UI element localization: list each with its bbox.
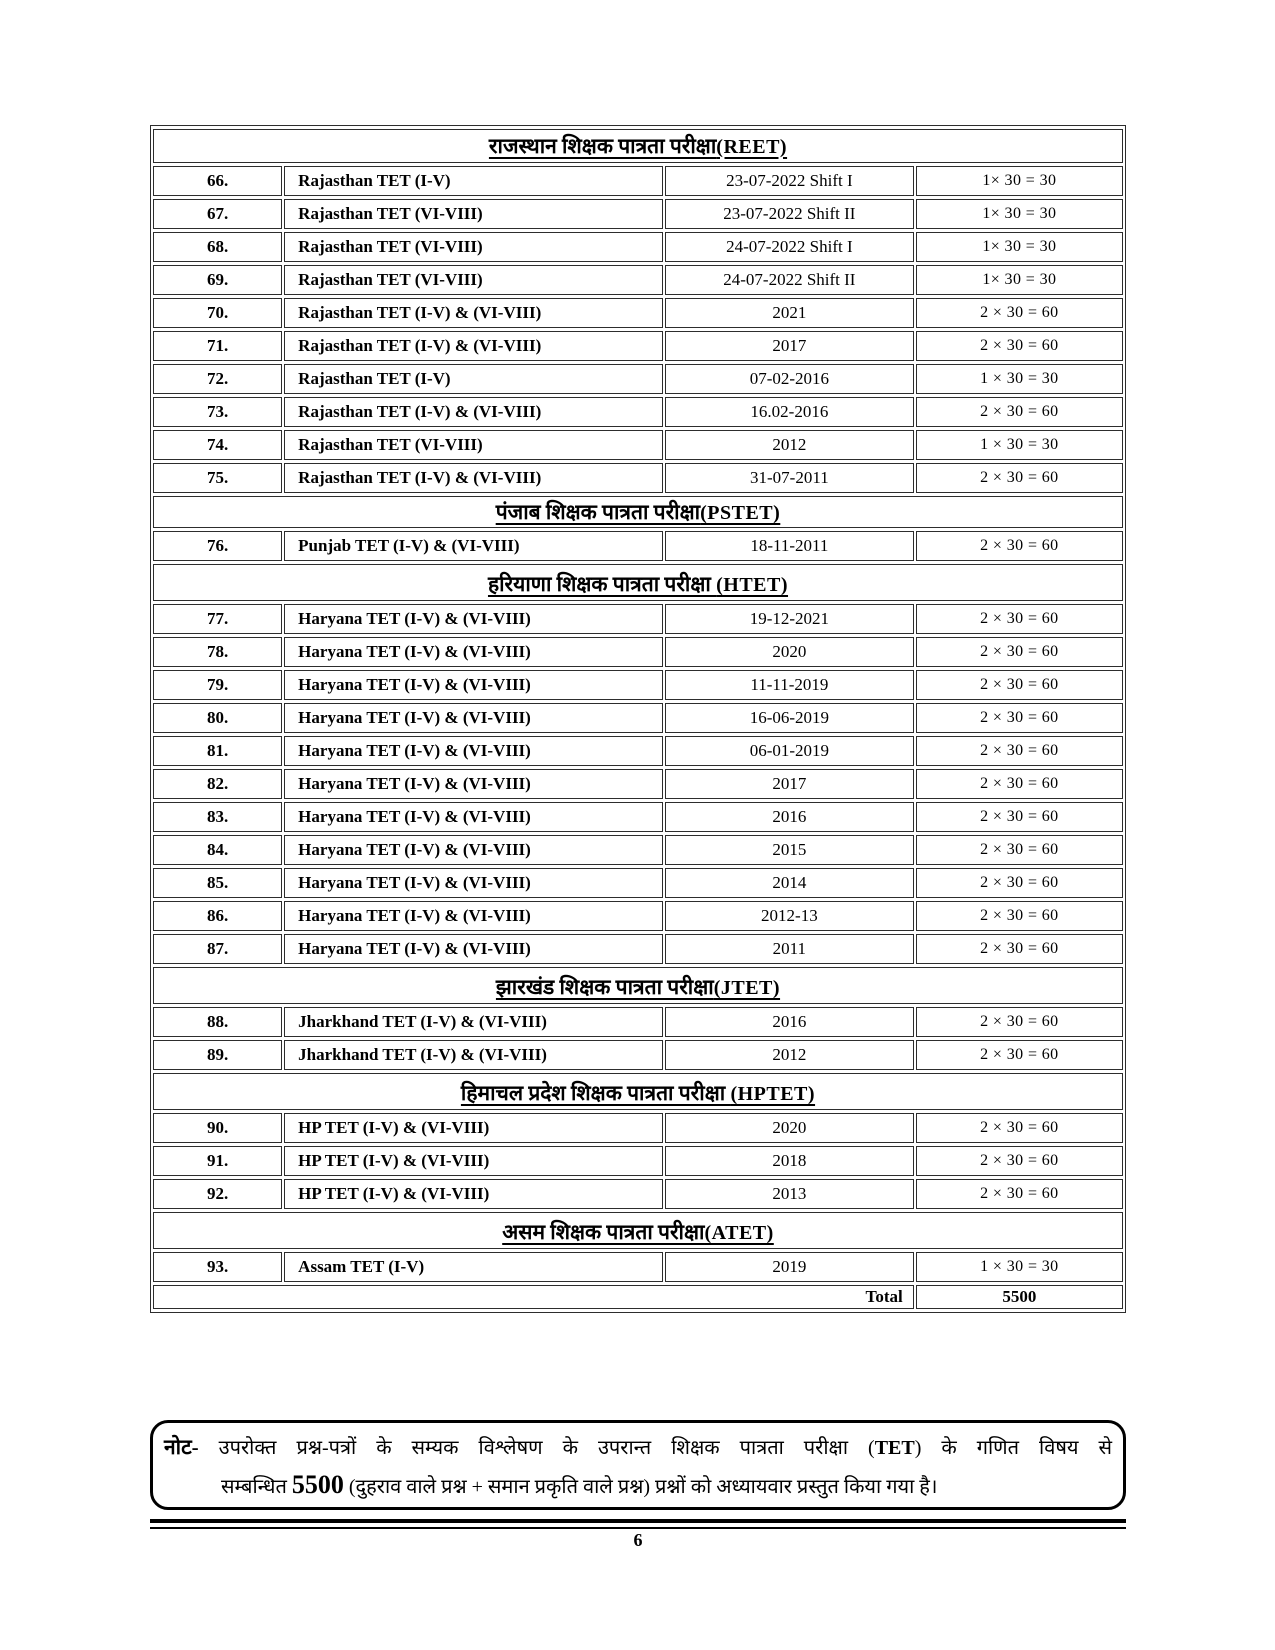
question-count-cell: 2 × 30 = 60 <box>916 736 1123 766</box>
exam-date-cell: 2021 <box>665 298 914 328</box>
question-count-cell: 1 × 30 = 30 <box>916 430 1123 460</box>
question-count-cell: 2 × 30 = 60 <box>916 1179 1123 1209</box>
section-heading-JTET <box>153 967 1123 1004</box>
exam-date-cell: 24-07-2022 Shift I <box>665 232 914 262</box>
section-heading-hindi: हिमाचल प्रदेश शिक्षक पात्रता परीक्षा <box>460 1081 731 1105</box>
exam-name-cell: Haryana TET (I-V) & (VI-VIII) <box>284 901 663 931</box>
question-count-cell: 2 × 30 = 60 <box>916 868 1123 898</box>
exam-date-cell: 2018 <box>665 1146 914 1176</box>
question-count-cell: 2 × 30 = 60 <box>916 1040 1123 1070</box>
serial-cell: 78. <box>153 637 282 667</box>
question-count-cell: 1× 30 = 30 <box>916 265 1123 295</box>
footer-rule <box>150 1519 1126 1529</box>
exam-name-cell: Jharkhand TET (I-V) & (VI-VIII) <box>284 1040 663 1070</box>
exam-row-69 <box>153 265 1123 295</box>
serial-cell: 79. <box>153 670 282 700</box>
exam-name-cell: Haryana TET (I-V) & (VI-VIII) <box>284 637 663 667</box>
serial-cell: 90. <box>153 1113 282 1143</box>
section-heading-hindi: राजस्थान शिक्षक पात्रता परीक्षा <box>488 133 717 158</box>
question-count-cell: 2 × 30 = 60 <box>916 1007 1123 1037</box>
exam-date-cell: 2012 <box>665 1040 914 1070</box>
question-count-cell: 2 × 30 = 60 <box>916 604 1123 634</box>
exam-row-86 <box>153 901 1123 931</box>
exam-row-91 <box>153 1146 1123 1176</box>
section-heading-PSTET <box>153 496 1123 528</box>
exam-date-cell: 2013 <box>665 1179 914 1209</box>
exam-name-cell: Haryana TET (I-V) & (VI-VIII) <box>284 769 663 799</box>
exam-row-93 <box>153 1252 1123 1282</box>
section-row-HPTET <box>153 1073 1123 1110</box>
exam-date-cell: 2011 <box>665 934 914 964</box>
section-heading-code: (JTET) <box>713 977 781 999</box>
exam-name-cell: Rajasthan TET (I-V) & (VI-VIII) <box>284 331 663 361</box>
section-heading-hindi: हरियाणा शिक्षक पात्रता परीक्षा <box>487 572 717 596</box>
serial-cell: 89. <box>153 1040 282 1070</box>
exam-row-73 <box>153 397 1123 427</box>
exam-row-79 <box>153 670 1123 700</box>
section-row-PSTET <box>153 496 1123 528</box>
question-count-cell: 2 × 30 = 60 <box>916 1146 1123 1176</box>
serial-cell: 87. <box>153 934 282 964</box>
exam-row-67 <box>153 199 1123 229</box>
question-count-cell: 2 × 30 = 60 <box>916 769 1123 799</box>
exam-name-cell: Haryana TET (I-V) & (VI-VIII) <box>284 703 663 733</box>
exam-date-cell: 11-11-2019 <box>665 670 914 700</box>
section-heading-HPTET <box>153 1073 1123 1110</box>
exam-name-cell: Haryana TET (I-V) & (VI-VIII) <box>284 868 663 898</box>
exam-date-cell: 06-01-2019 <box>665 736 914 766</box>
serial-cell: 73. <box>153 397 282 427</box>
exam-date-cell: 2017 <box>665 769 914 799</box>
total-value: 5500 <box>916 1285 1123 1309</box>
exam-date-cell: 24-07-2022 Shift II <box>665 265 914 295</box>
section-heading-code: (REET) <box>716 135 788 158</box>
exam-date-cell: 2019 <box>665 1252 914 1282</box>
serial-cell: 70. <box>153 298 282 328</box>
question-count-cell: 2 × 30 = 60 <box>916 531 1123 561</box>
exam-row-77 <box>153 604 1123 634</box>
note-line-1 <box>164 1429 1112 1466</box>
question-count-cell: 2 × 30 = 60 <box>916 331 1123 361</box>
exam-row-81 <box>153 736 1123 766</box>
exam-row-89 <box>153 1040 1123 1070</box>
serial-cell: 80. <box>153 703 282 733</box>
exam-name-cell: Rajasthan TET (I-V) <box>284 166 663 196</box>
exam-name-cell: Haryana TET (I-V) & (VI-VIII) <box>284 835 663 865</box>
exam-row-84 <box>153 835 1123 865</box>
note-line-2 <box>164 1466 1112 1506</box>
serial-cell: 91. <box>153 1146 282 1176</box>
note-label: नोट- <box>164 1435 199 1459</box>
exam-name-cell: Rajasthan TET (I-V) & (VI-VIII) <box>284 397 663 427</box>
exam-name-cell: Haryana TET (I-V) & (VI-VIII) <box>284 670 663 700</box>
section-heading-HTET <box>153 564 1123 601</box>
note-box <box>150 1420 1126 1510</box>
exam-date-cell: 16-06-2019 <box>665 703 914 733</box>
exam-date-cell: 23-07-2022 Shift I <box>665 166 914 196</box>
page-number: 6 <box>633 1530 643 1550</box>
section-row-HTET <box>153 564 1123 601</box>
exam-name-cell: HP TET (I-V) & (VI-VIII) <box>284 1113 663 1143</box>
exam-date-cell: 2016 <box>665 802 914 832</box>
question-count-cell: 2 × 30 = 60 <box>916 637 1123 667</box>
serial-cell: 67. <box>153 199 282 229</box>
section-heading-hindi: झारखंड शिक्षक पात्रता परीक्षा <box>495 975 714 999</box>
exam-row-92 <box>153 1179 1123 1209</box>
serial-cell: 76. <box>153 531 282 561</box>
section-row-REET <box>153 129 1123 163</box>
exam-name-cell: Rajasthan TET (VI-VIII) <box>284 199 663 229</box>
section-heading-REET <box>153 129 1123 163</box>
question-count-cell: 2 × 30 = 60 <box>916 397 1123 427</box>
note-text-2a: सम्बन्धित <box>221 1476 292 1498</box>
exam-name-cell: Rajasthan TET (VI-VIII) <box>284 232 663 262</box>
exam-name-cell: Jharkhand TET (I-V) & (VI-VIII) <box>284 1007 663 1037</box>
question-count-cell: 1× 30 = 30 <box>916 199 1123 229</box>
question-count-cell: 1 × 30 = 30 <box>916 1252 1123 1282</box>
exam-date-cell: 2014 <box>665 868 914 898</box>
exam-row-76 <box>153 531 1123 561</box>
section-heading-hindi: पंजाब शिक्षक पात्रता परीक्षा <box>495 500 701 524</box>
serial-cell: 82. <box>153 769 282 799</box>
question-count-cell: 2 × 30 = 60 <box>916 1113 1123 1143</box>
section-heading-code: (HTET) <box>716 574 789 596</box>
section-heading-code: (ATET) <box>704 1222 774 1244</box>
question-count-cell: 2 × 30 = 60 <box>916 298 1123 328</box>
serial-cell: 74. <box>153 430 282 460</box>
exam-row-66 <box>153 166 1123 196</box>
note-tet-abbrev: TET <box>874 1437 915 1459</box>
exam-name-cell: Rajasthan TET (VI-VIII) <box>284 265 663 295</box>
serial-cell: 69. <box>153 265 282 295</box>
question-count-cell: 2 × 30 = 60 <box>916 802 1123 832</box>
question-count-cell: 2 × 30 = 60 <box>916 670 1123 700</box>
exam-name-cell: HP TET (I-V) & (VI-VIII) <box>284 1146 663 1176</box>
question-count-cell: 2 × 30 = 60 <box>916 463 1123 493</box>
question-count-cell: 1 × 30 = 30 <box>916 364 1123 394</box>
section-row-JTET <box>153 967 1123 1004</box>
serial-cell: 84. <box>153 835 282 865</box>
exam-name-cell: Haryana TET (I-V) & (VI-VIII) <box>284 604 663 634</box>
serial-cell: 83. <box>153 802 282 832</box>
exam-row-83 <box>153 802 1123 832</box>
note-total-count: 5500 <box>291 1470 344 1499</box>
exam-row-70 <box>153 298 1123 328</box>
exam-name-cell: Rajasthan TET (I-V) & (VI-VIII) <box>284 463 663 493</box>
exam-date-cell: 2017 <box>665 331 914 361</box>
section-heading-ATET <box>153 1212 1123 1249</box>
serial-cell: 86. <box>153 901 282 931</box>
exam-name-cell: HP TET (I-V) & (VI-VIII) <box>284 1179 663 1209</box>
exam-row-78 <box>153 637 1123 667</box>
exam-date-cell: 2012-13 <box>665 901 914 931</box>
question-count-cell: 2 × 30 = 60 <box>916 835 1123 865</box>
note-text-2b: (दुहराव वाले प्रश्न + समान प्रकृति वाले प्रश्न) प्रश्नों को अध्यायवार प्रस्तुत किया गया है। <box>343 1476 938 1498</box>
serial-cell: 81. <box>153 736 282 766</box>
serial-cell: 71. <box>153 331 282 361</box>
exam-row-74 <box>153 430 1123 460</box>
exam-name-cell: Haryana TET (I-V) & (VI-VIII) <box>284 934 663 964</box>
exam-date-cell: 31-07-2011 <box>665 463 914 493</box>
serial-cell: 85. <box>153 868 282 898</box>
exam-row-87 <box>153 934 1123 964</box>
total-row <box>153 1285 1123 1309</box>
exam-date-cell: 2020 <box>665 637 914 667</box>
serial-cell: 92. <box>153 1179 282 1209</box>
note-text-1b: ) के गणित विषय से <box>914 1437 1112 1459</box>
serial-cell: 77. <box>153 604 282 634</box>
serial-cell: 72. <box>153 364 282 394</box>
exam-row-75 <box>153 463 1123 493</box>
exam-row-90 <box>153 1113 1123 1143</box>
question-count-cell: 2 × 30 = 60 <box>916 934 1123 964</box>
exam-date-cell: 2015 <box>665 835 914 865</box>
exam-name-cell: Rajasthan TET (VI-VIII) <box>284 430 663 460</box>
exam-row-72 <box>153 364 1123 394</box>
serial-cell: 93. <box>153 1252 282 1282</box>
exam-date-cell: 2012 <box>665 430 914 460</box>
exam-name-cell: Punjab TET (I-V) & (VI-VIII) <box>284 531 663 561</box>
note-text-1a: उपरोक्त प्रश्न-पत्रों के सम्यक विश्लेषण के उपरान्त शिक्षक पात्रता परीक्षा ( <box>198 1437 875 1459</box>
exam-date-cell: 2016 <box>665 1007 914 1037</box>
exam-row-85 <box>153 868 1123 898</box>
exam-name-cell: Rajasthan TET (I-V) & (VI-VIII) <box>284 298 663 328</box>
exam-date-cell: 16.02-2016 <box>665 397 914 427</box>
exam-date-cell: 23-07-2022 Shift II <box>665 199 914 229</box>
tet-exam-analysis-table <box>150 125 1126 1313</box>
section-row-ATET <box>153 1212 1123 1249</box>
question-count-cell: 1× 30 = 30 <box>916 166 1123 196</box>
serial-cell: 88. <box>153 1007 282 1037</box>
serial-cell: 66. <box>153 166 282 196</box>
exam-date-cell: 18-11-2011 <box>665 531 914 561</box>
serial-cell: 68. <box>153 232 282 262</box>
exam-name-cell: Haryana TET (I-V) & (VI-VIII) <box>284 802 663 832</box>
exam-row-68 <box>153 232 1123 262</box>
exam-row-88 <box>153 1007 1123 1037</box>
serial-cell: 75. <box>153 463 282 493</box>
total-label: Total <box>153 1285 914 1309</box>
exam-row-71 <box>153 331 1123 361</box>
exam-row-82 <box>153 769 1123 799</box>
exam-name-cell: Assam TET (I-V) <box>284 1252 663 1282</box>
exam-date-cell: 07-02-2016 <box>665 364 914 394</box>
exam-row-80 <box>153 703 1123 733</box>
question-count-cell: 1× 30 = 30 <box>916 232 1123 262</box>
exam-date-cell: 19-12-2021 <box>665 604 914 634</box>
question-count-cell: 2 × 30 = 60 <box>916 901 1123 931</box>
exam-name-cell: Rajasthan TET (I-V) <box>284 364 663 394</box>
exam-name-cell: Haryana TET (I-V) & (VI-VIII) <box>284 736 663 766</box>
section-heading-hindi: असम शिक्षक पात्रता परीक्षा <box>502 1220 705 1244</box>
section-heading-code: (HPTET) <box>730 1083 816 1105</box>
section-heading-code: (PSTET) <box>700 502 781 524</box>
question-count-cell: 2 × 30 = 60 <box>916 703 1123 733</box>
exam-date-cell: 2020 <box>665 1113 914 1143</box>
